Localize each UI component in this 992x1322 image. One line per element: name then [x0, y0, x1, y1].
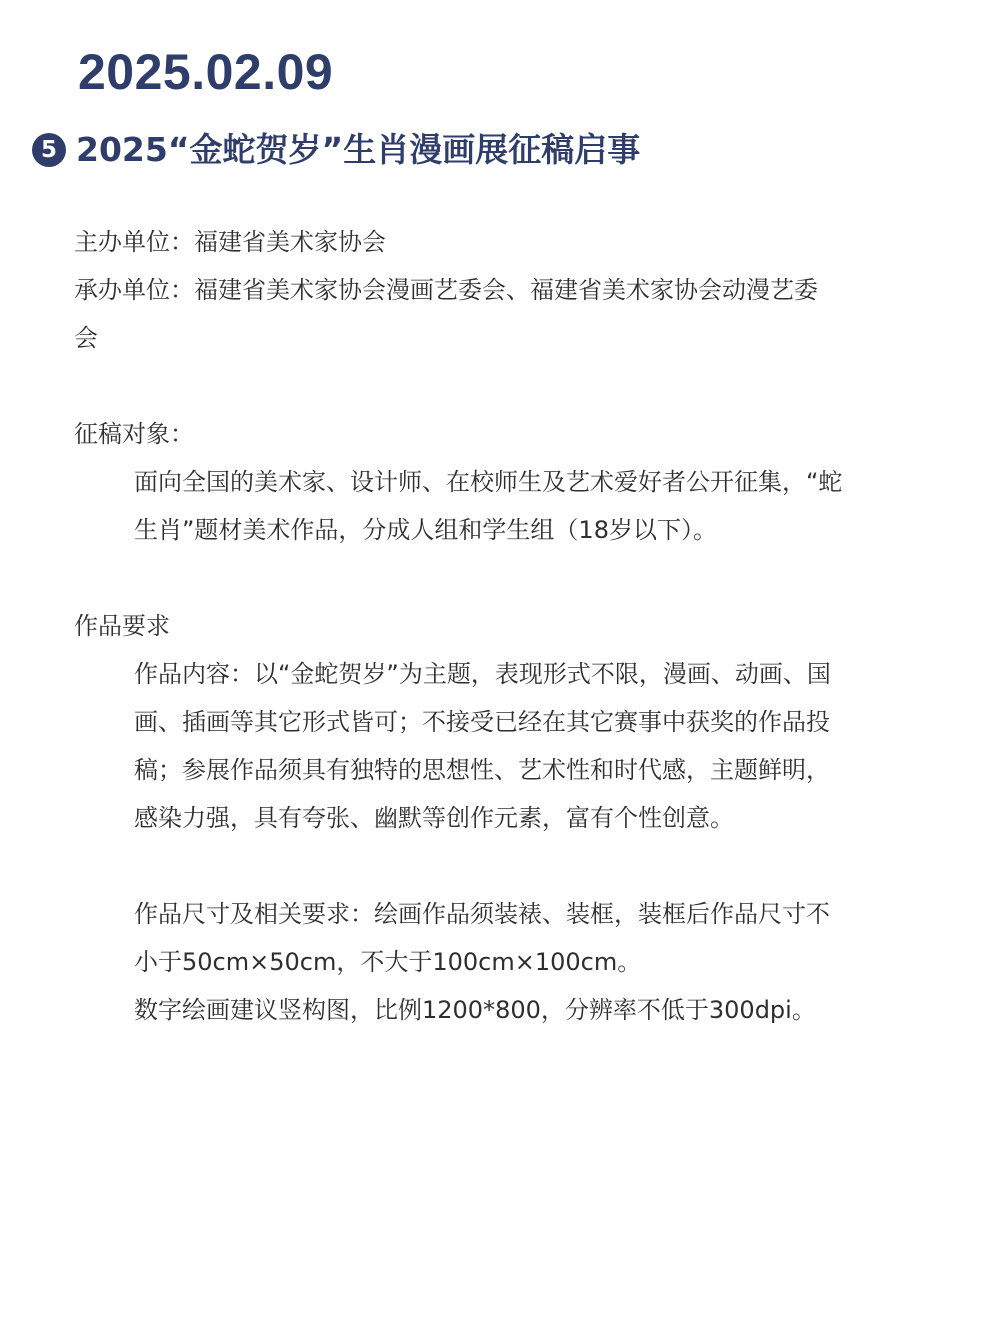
organizer-line: 承办单位：福建省美术家协会漫画艺委会、福建省美术家协会动漫艺委 [74, 276, 818, 304]
title-row [32, 126, 640, 174]
requirements-section [74, 602, 922, 1034]
target-text-line: 生肖”题材美术作品，分成人组和学生组（18岁以下）。 [134, 516, 717, 544]
digital-requirement-line: 数字绘画建议竖构图，比例1200*800，分辨率不低于300dpi。 [134, 996, 816, 1024]
content-requirement-line: 稿；参展作品须具有独特的思想性、艺术性和时代感，主题鲜明， [134, 756, 830, 784]
organizer-line-continued: 会 [74, 324, 98, 352]
page-title: 2025“金蛇贺岁”生肖漫画展征稿启事 [76, 130, 641, 169]
organizers-section [74, 218, 922, 362]
size-requirement-line: 作品尺寸及相关要求：绘画作品须装裱、装框，装框后作品尺寸不 [134, 900, 830, 928]
requirements-heading: 作品要求 [74, 612, 170, 640]
target-heading: 征稿对象： [74, 420, 194, 448]
size-requirement-line: 小于50cm×50cm，不大于100cm×100cm。 [134, 948, 642, 976]
target-text-line: 面向全国的美术家、设计师、在校师生及艺术爱好者公开征集，“蛇 [134, 468, 843, 496]
date-heading: 2025.02.09 [78, 44, 334, 100]
target-section [74, 410, 922, 554]
host-line: 主办单位：福建省美术家协会 [74, 228, 386, 256]
item-number-badge: 5 [32, 133, 66, 167]
content-requirement-line: 画、插画等其它形式皆可；不接受已经在其它赛事中获奖的作品投 [134, 708, 830, 736]
paragraph-spacer [134, 842, 922, 890]
content-requirement-line: 作品内容：以“金蛇贺岁”为主题，表现形式不限，漫画、动画、国 [134, 660, 831, 688]
content-requirement-line: 感染力强，具有夸张、幽默等创作元素，富有个性创意。 [134, 804, 734, 832]
